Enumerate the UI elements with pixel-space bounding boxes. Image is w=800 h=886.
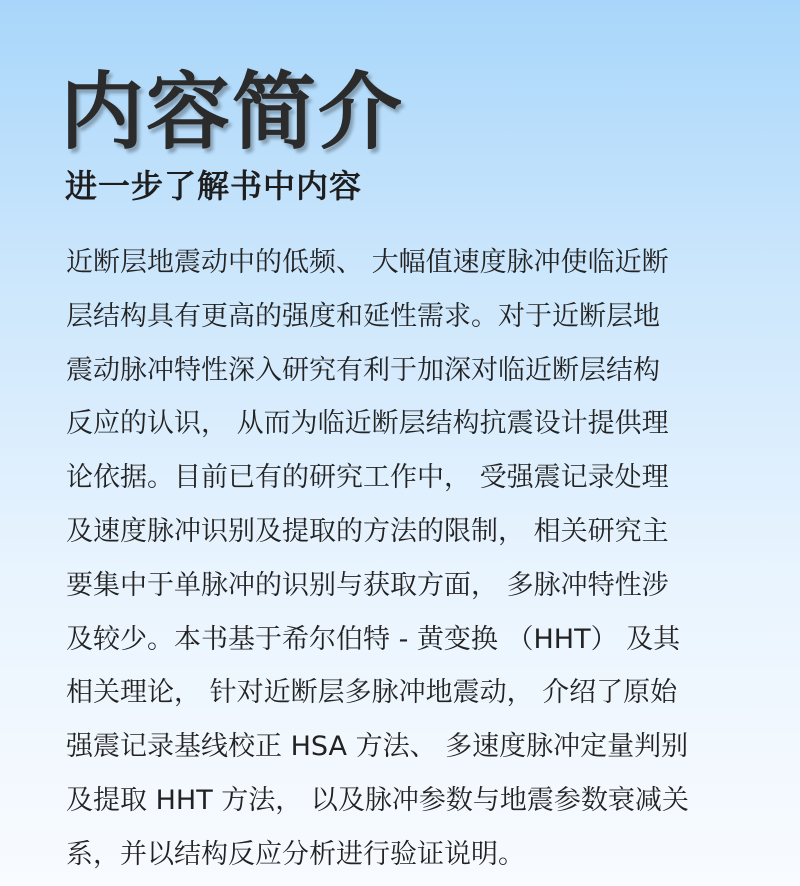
paragraph-line: 论依据。目前已有的研究工作中， 受强震记录处理 [66,462,669,494]
paragraph-line: 系，并以结构反应分析进行验证说明。 [66,838,525,870]
paragraph-line: 及较少。本书基于希尔伯特 - 黄变换 （HHT） 及其 [66,623,681,655]
paragraph-line: 及提取 HHT 方法， 以及脉冲参数与地震参数衰减关 [66,784,689,816]
paragraph-line: 及速度脉冲识别及提取的方法的限制， 相关研究主 [66,515,669,547]
paragraph-line: 近断层地震动中的低频、 大幅值速度脉冲使临近断 [66,247,669,278]
paragraph-line: 相关理论， 针对近断层多脉冲地震动， 介绍了原始 [66,677,678,709]
intro-paragraph [66,236,738,882]
page-subtitle: 进一步了解书中内容 [65,167,363,205]
page-title: 内容简介 [60,63,405,161]
paragraph-line: 强震记录基线校正 HSA 方法、 多速度脉冲定量判别 [66,731,689,763]
paragraph-line: 层结构具有更高的强度和延性需求。对于近断层地 [66,300,660,332]
paragraph-line: 反应的认识， 从而为临近断层结构抗震设计提供理 [66,408,669,440]
paragraph-line: 要集中于单脉冲的识别与获取方面， 多脉冲特性涉 [66,569,669,601]
paragraph-line: 震动脉冲特性深入研究有利于加深对临近断层结构 [66,354,660,386]
